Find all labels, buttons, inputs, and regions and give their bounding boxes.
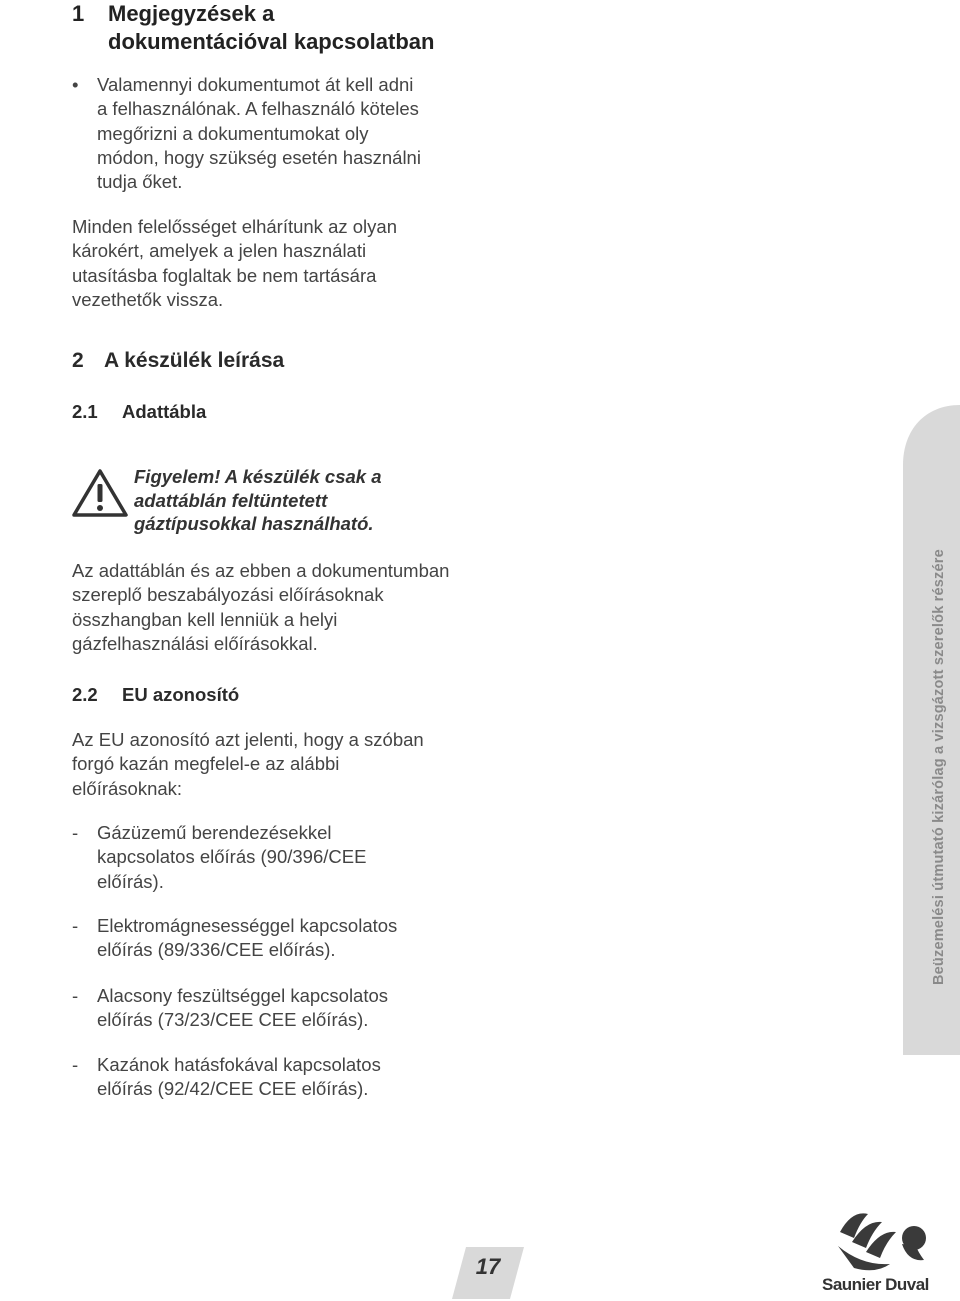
page-number: 17 — [475, 1254, 501, 1279]
regulation-list-item — [72, 914, 432, 963]
subsection-2-1-title: Adattábla — [122, 401, 207, 422]
section-1-number: 1 — [72, 1, 85, 26]
bullet-marker: • — [72, 74, 79, 95]
eu-intro-paragraph: Az EU azonosító azt jelenti, hogy a szóban forgó kazán megfelel-e az alábbi előírásoknak: — [72, 729, 424, 799]
section-1-heading — [72, 0, 434, 56]
section-1-title-line1: Megjegyzések a — [108, 1, 275, 26]
disclaimer-paragraph: Minden felelősséget elhárítunk az olyan károkért, amelyek a jelen használati utasításba foglaltak be nem tartására vezethetők vissza. — [72, 216, 397, 310]
list-item-text: Alacsony feszültséggel kapcsolatos előírás (73/23/CEE CEE előírás). — [97, 985, 389, 1031]
bullet-line: megőrizni a dokumentumokat oly — [97, 122, 369, 144]
adattabla-paragraph: Az adattáblán és az ebben a dokumentumban szereplő beszabályozási előírásoknak összhangban kell lenniük a helyi gázfelhasználási előírásokkal. — [72, 560, 450, 654]
section-2-title: A készülék leírása — [104, 349, 285, 372]
sidebar-tab — [895, 405, 960, 1055]
subsection-2-2-number: 2.2 — [72, 684, 98, 705]
list-dash: - — [72, 822, 79, 843]
list-item-text: Kazánok hatásfokával kapcsolatos előírás (92/42/CEE CEE előírás). — [97, 1054, 381, 1100]
bullet-line: módon, hogy szükség esetén használni — [97, 146, 421, 168]
subsection-2-1-heading — [72, 400, 206, 424]
bullet-line: Valamennyi dokumentumot át kell adni — [97, 74, 414, 95]
bullet-line: a felhasználónak. A felhasználó köteles — [97, 98, 419, 120]
section-2-heading — [72, 348, 284, 374]
regulation-list-item — [72, 821, 432, 894]
subsection-2-1-number: 2.1 — [72, 401, 98, 422]
section-1-title-line2: dokumentációval kapcsolatban — [108, 29, 435, 54]
bullet-item — [97, 73, 497, 194]
list-item-text: Gázüzemű berendezésekkel kapcsolatos előírás (90/396/CEE előírás). — [97, 822, 367, 892]
list-dash: - — [72, 1054, 79, 1075]
regulation-list-item — [72, 984, 432, 1033]
bullet-line: tudja őket. — [97, 171, 183, 193]
brand-name: Saunier Duval — [822, 1275, 929, 1294]
regulation-list-item — [72, 1053, 432, 1102]
subsection-2-2-heading — [72, 683, 239, 707]
saunier-duval-logo-icon — [832, 1200, 932, 1275]
list-dash: - — [72, 985, 79, 1006]
list-item-text: Elektromágnesességgel kapcsolatos előírás (89/336/CEE előírás). — [97, 915, 398, 961]
section-2-number: 2 — [72, 349, 84, 372]
subsection-2-2-title: EU azonosító — [122, 684, 240, 705]
sidebar-text: Beüzemelési útmutató kizárólag a vizsgázott szerelők részére — [931, 549, 947, 985]
warning-text: Figyelem! A készülék csak a adattáblán feltüntetett gáztípusokkal használható. — [134, 466, 382, 534]
list-dash: - — [72, 915, 79, 936]
warning-triangle-icon — [71, 468, 129, 518]
